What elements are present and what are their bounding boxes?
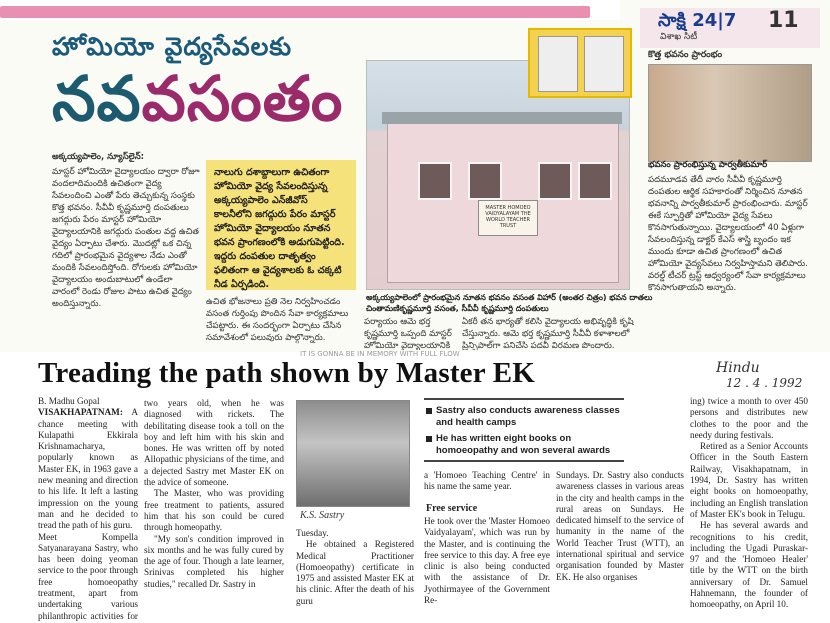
- inauguration-photo: [648, 64, 812, 162]
- pull-quote-2: He has written eight books on homoeopathy and won several awards: [424, 433, 624, 457]
- telugu-column-2: ఉచిత భోజనాలు ప్రతి నెల నిర్వహించడం వసంత గుర్తింపు పొందిన సేవా కార్యక్రమాలు చేపట్టారు. ఈ సందర్భంగా ఏర్పాటు చేసిన సమావేశంలో పలువురు పాల్గొన్నారు.: [206, 297, 349, 343]
- handwritten-date: 12 . 4 . 1992: [726, 376, 803, 390]
- sastry-portrait: [296, 400, 410, 507]
- telugu-column-3: పర్యాయం ఆమె భర్త కృష్ణమూర్తి ఒప్పంది మాస్టర్ హోమియో వైద్యాలయానికి: [364, 317, 452, 350]
- donor-inset-photo: [528, 28, 632, 98]
- masthead-band: [0, 0, 620, 20]
- sakshi-name: సాక్షి 24|7: [658, 10, 737, 31]
- english-column-5: Sundays. Dr. Sastry also conducts awareness classes in various areas in the city and health camps in the rural areas on Sundays. He dedicated himself to the service of humanity in the name of the World Teacher Trust (WTT), an international spiritual and service organisation founded by Master EK. He also organises: [556, 470, 684, 582]
- pull-quote-box: [424, 398, 624, 462]
- edition-label: విశాఖ సిటీ: [660, 32, 698, 42]
- top-fragment: IT IS GONNA BE IN MEMORY WITH FULL FLOW: [300, 350, 460, 358]
- telugu-callout: నాలుగు దశాబ్దాలుగా ఉచితంగా హోమియో వైద్య సేవలందిస్తున్న అక్కయ్యపాలెం ఎన్‌జీవోస్ కాలనీలోని జగద్గురు పేరం మాస్టర్ హోమియో వైద్యాలయం నూతన భవన ప్రాంగణంలోకి అడుగుపెట్టింది. ఇద్దరు దంపతుల దాతృత్వం ఫలితంగా ఆ వైద్యశాలకు ఓ చక్కటి నీడ ఏర్పడింది.: [206, 160, 356, 290]
- headline-part1: నవ: [52, 62, 142, 135]
- english-headline: Treading the path shown by Master EK: [38, 357, 536, 389]
- pull-quote-1: Sastry also conducts awareness classes and health camps: [424, 405, 624, 429]
- sakshi-masthead: [640, 8, 820, 48]
- byline: B. Madhu Gopal: [38, 396, 100, 406]
- telugu-column-1: మాస్టర్ హోమియో వైద్యాలయం ద్వారా రోజూ వందలాదిమందికి ఉచితంగా వైద్య సేవలందించి ఎంతో పేరు తెచ్చుకున్న సంస్థకు కొత్త భవనం. సీవీవీ కృష్ణమూర్తి దంపతులు జగద్గురు పేరం మాస్టర్ హోమియో వైద్యాలయానికి జగద్గురు పంతుల వద్ద ఉచిత వైద్యం ఏర్పాటు చేశారు. మొదట్లో ఒక చిన్న గదిలో ప్రారంభమైన వైద్యశాల నేడు ఎంతో మందికి సేవలందిస్తోంది. రోగులకు హోమియో వైద్యాలయం అందుబాటులో ఉండేలా వారంలో రెండు రోజుల పాటు ఉచిత వైద్యం అందిస్తున్నారు.: [52, 167, 200, 309]
- telugu-dateline: అక్కయ్యపాలెం, న్యూస్‌లైన్:: [52, 152, 145, 162]
- telugu-column-4: ఏకరీ తన భార్యతో కలిసి వైద్యాలయ అభివృద్ధికి కృషి చేస్తున్నారు. ఆమె భర్త కృష్ణమూర్తి సీవీవీ కళాశాలలో ప్రిన్సిపాల్‌గా పనిచేసి పదవీ విరమణ పొందారు.: [462, 317, 634, 350]
- donor-portrait-2: [584, 36, 624, 92]
- portrait-caption: K.S. Sastry: [300, 510, 345, 521]
- english-column-3: Tuesday. He obtained a Registered Medical Practitioner (Homoeopathy) certificate in 1975 and assisted Master EK at his clinic. After the death of his guru: [296, 528, 414, 606]
- inauguration-caption: భవనం ప్రారంభిస్తున్న పార్వతీకుమార్: [648, 160, 768, 170]
- building: [387, 121, 619, 283]
- telugu-right-column: పదమూడవ తేదీ వారం సీవీవీ కృష్ణమూర్తి దంపతుల ఆర్థిక సహకారంతో నిర్మించిన నూతన భవనాన్ని పార్వతీకుమార్ ప్రారంభించారు. మాస్టర్ ఈకే స్ఫూర్తితో హోమియో వైద్య సేవలు కొనసాగుతున్నాయి. వైద్యాలయంలో 40 ఏళ్లుగా సేవలందిస్తున్న డాక్టర్ కేఎస్ శాస్త్రి బృందం ఇక ముందు కూడా ఉచిత ప్రాంగణంలో ఉచిత హోమియో వైద్యసేవలు నిర్వహిస్తామని తెలిపారు. వరల్డ్ టీచర్ ట్రస్ట్ ఆధ్వర్యంలో సేవా కార్యక్రమాలు కొనసాగుతాయని అన్నారు.: [648, 175, 808, 293]
- free-service-subhead: Free service: [426, 503, 478, 514]
- headline-part2: వసంతం: [141, 62, 344, 135]
- english-column-1: B. Madhu Gopal VISAKHAPATNAM: A chance meeting with Kulapathi Ekkirala Krishnamacharya, popularly known as Master EK, in 1963 gave a new meaning and direction to his life. It left a lasting impression on the young man and he decided to tread the path of his guru. Meet Kompella Satyanarayana Sastry, who has been doing yeoman service to the poor through free homoeopathy treatment, apart from undertaking various philanthropic activities for: [38, 396, 138, 621]
- handwritten-paper: Hindu: [716, 360, 760, 376]
- dateline: VISAKHAPATNAM:: [38, 407, 123, 418]
- english-column-6: ing) twice a month to over 450 persons and distributes new clothes to the poor and the needy during festivals. Retired as a Senior Accounts Officer in the South Eastern Railway, Visakhapatnam, in 1994, Dr. Sastry has written eight books on homoeopathy, including an English translation of Master EK's book in Telugu. He has several awards and recognitions to his credit, including the Ugadi Puraskar-97 and the 'Homoeo Healer' title by the WTT on the birth anniversary of Dr. Samuel Hahnemann, the founder of homoeopathy, on April 10.: [690, 396, 808, 610]
- trust-signboard: MASTER HOMOEO VAIDYALAYAM THE WORLD TEACHER TRUST: [478, 200, 538, 236]
- english-column-4a: a 'Homoeo Teaching Centre' in his name the same year.: [424, 470, 550, 492]
- english-column-2: two years old, when he was diagnosed with rickets. The debilitating disease took a toll on the boy and left him with his skin and bones. He was written off by noted Allopathic physicians of the time, and a dejected Sastry met Master EK on the advice of someone. The Master, who was providing free treatment to patients, assured him that his son could be cured through homeopathy. "My son's condition improved in six months and he was fully cured by the age of four. Though a late learner, Srinivas completed his higher studies," recalled Dr. Sastry in: [144, 398, 284, 589]
- telugu-headline: [52, 62, 343, 150]
- right-subhead: కొత్త భవనం ప్రారంభం: [648, 50, 723, 60]
- english-column-4: He took over the 'Master Homoeo Vaidyalayam', which was run by the Master, and is continuing the free service to this day. A free eye clinic is also being conducted with the assistance of Dr. Jyothirmayee of the Government Re-: [424, 516, 550, 606]
- donor-portrait-1: [538, 36, 578, 92]
- photo-caption: అక్కయ్యపాలెంలో ప్రారంభమైన నూతన భవనం వసంత విహార్ (అంతర చిత్రం) భవన దాతలు చింతామణికృష్ణమూర్తి వసంత, సీవీవీ కృష్ణమూర్తి దంపతులు: [366, 293, 653, 313]
- page-number: 11: [768, 8, 799, 33]
- telugu-subhead: హోమియో వైద్యసేవలకు: [52, 32, 293, 61]
